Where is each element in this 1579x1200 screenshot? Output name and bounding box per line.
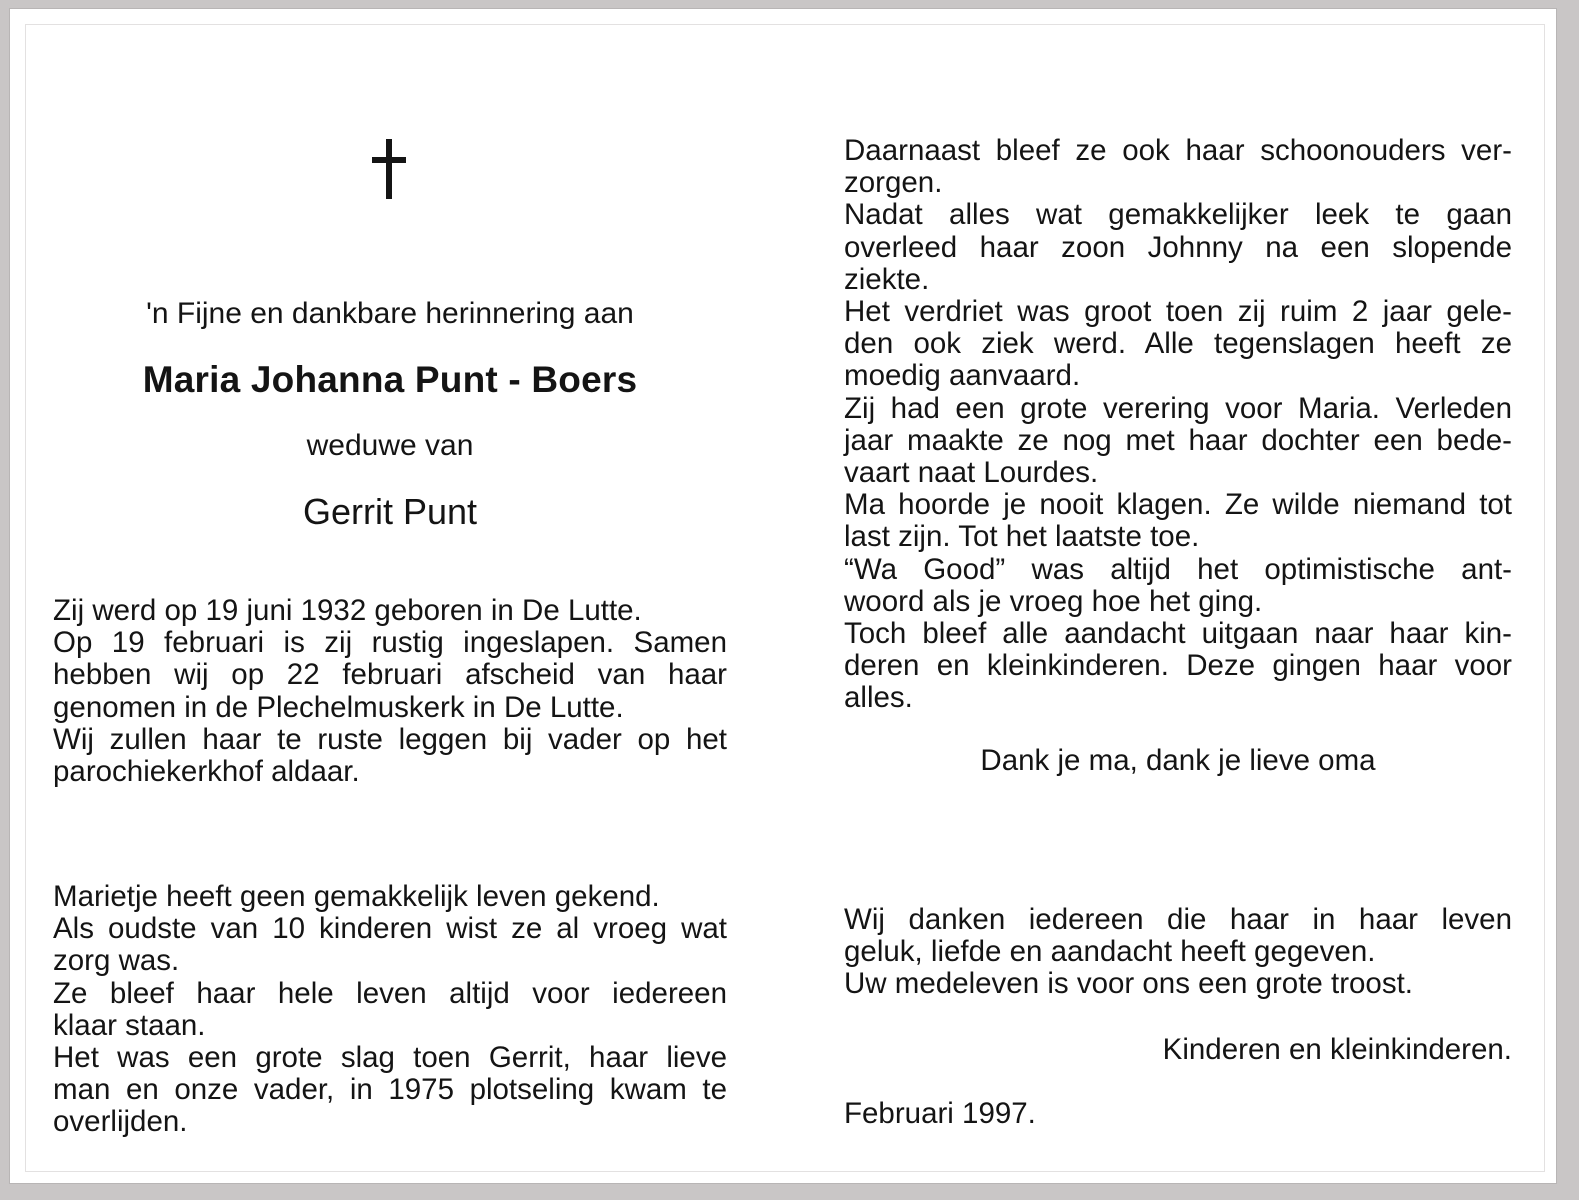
text-line: Het verdriet was groot toen zij ruim 2 jaar gele- [844,295,1512,329]
cross-icon [372,139,406,199]
text-line: moedig aanvaard. [844,359,1081,393]
text-line: Als oudste van 10 kinderen wist ze al vroeg wat [53,912,727,946]
text-line: Nadat alles wat gemakkelijker leek te gaan [844,198,1512,232]
text-line: alles. [844,681,913,715]
text-line: Wij zullen haar te ruste leggen bij vader op het [53,722,727,756]
text-line: Uw medeleven is voor ons een grote troost. [844,967,1413,1001]
text-line: last zijn. Tot het laatste toe. [844,520,1200,554]
deceased-name: Maria Johanna Punt - Boers [142,359,638,400]
memorial-card [9,8,1557,1184]
text-line: deren en kleinkinderen. Deze gingen haar voor [844,649,1512,683]
biography-paragraph-1 [53,595,727,788]
text-line: Het was een grote slag toen Gerrit, haar lieve [53,1041,727,1075]
widow-label: weduwe van [306,429,474,462]
thanks-line: Dank je ma, dank je lieve oma [980,744,1376,777]
husband-name: Gerrit Punt [302,491,478,532]
text-line: ziekte. [844,262,930,296]
text-line: overlijden. [53,1105,188,1139]
cross-icon-vertical-bar [386,139,392,199]
text-line: overleed haar zoon Johnny na een slopende [844,230,1512,264]
text-line: geluk, liefde en aandacht heeft gegeven. [844,935,1376,969]
text-line: genomen in de Plechelmuskerk in De Lutte. [53,690,624,724]
text-line: Toch bleef alle aandacht uitgaan naar haar kin- [844,617,1512,651]
biography-paragraph-3 [844,135,1512,715]
text-line: vaart naat Lourdes. [844,456,1099,490]
gratitude-paragraph [844,904,1512,1001]
text-line: “Wa Good” was altijd het optimistische ant- [844,552,1512,586]
text-line: parochiekerkhof aldaar. [53,755,360,789]
signoff: Kinderen en kleinkinderen. [1162,1033,1512,1066]
text-line: klaar staan. [53,1008,206,1042]
text-line: man en onze vader, in 1975 plotseling kwam te [53,1073,727,1107]
text-line: Daarnaast bleef ze ook haar schoonouders ver- [844,134,1512,167]
text-line: zorg was. [53,944,180,978]
cross-icon-horizontal-bar [372,157,406,163]
text-line: zorgen. [844,166,943,200]
text-line: Marietje heeft geen gemakkelijk leven gekend. [53,880,660,913]
text-line: Wij danken iedereen die haar in haar leven [844,903,1512,936]
text-line: jaar maakte ze nog met haar dochter een bede- [844,423,1512,457]
text-line: hebben wij op 22 februari afscheid van haar [53,658,727,692]
text-line: Zij had een grote verering voor Maria. Verleden [844,391,1512,425]
text-line: Ma hoorde je nooit klagen. Ze wilde niemand tot [844,488,1512,522]
text-line: den ook ziek werd. Alle tegenslagen heeft ze [844,327,1512,361]
text-line: Ze bleef haar hele leven altijd voor iedereen [53,976,727,1010]
text-line: Op 19 februari is zij rustig ingeslapen. Samen [53,626,727,660]
text-line: woord als je vroeg hoe het ging. [844,584,1263,618]
date-line: Februari 1997. [844,1097,1036,1130]
text-line: Zij werd op 19 juni 1932 geboren in De Lutte. [53,594,642,627]
intro-line: 'n Fijne en dankbare herinnering aan [146,297,634,330]
biography-paragraph-2 [53,881,727,1139]
